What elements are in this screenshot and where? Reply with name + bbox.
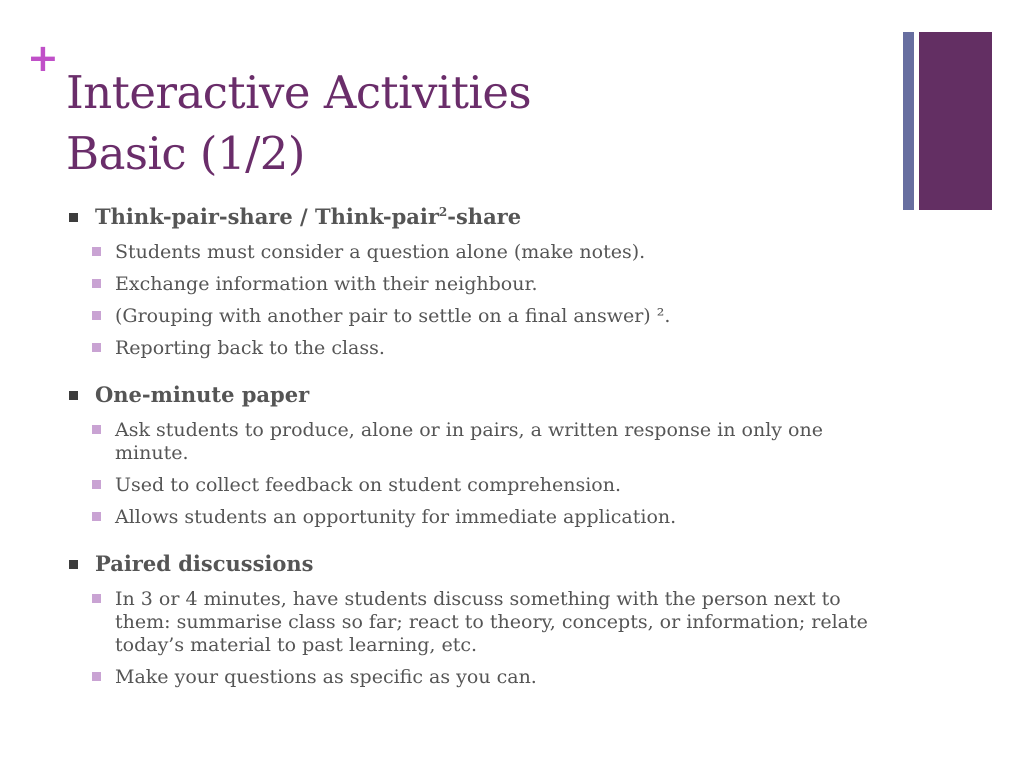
section-one-minute-paper (66, 380, 886, 529)
list-item (92, 273, 886, 296)
list-item-text: In 3 or 4 minutes, have students discuss something with the person next to them: summarise class so far; react to theory, concepts, or information; relate today’s material to past learning, etc. (115, 588, 868, 656)
list-item (92, 588, 886, 657)
list-item (92, 506, 886, 529)
slide-title (66, 62, 531, 184)
list-item-text: (Grouping with another pair to settle on a final answer) ². (115, 305, 671, 327)
list-item (92, 337, 886, 360)
square-bullet-icon (69, 560, 78, 569)
list-item-text: Make your questions as specific as you can. (115, 666, 537, 688)
section-heading-text: Paired discussions (95, 551, 314, 576)
plus-icon: + (27, 36, 59, 80)
list-item-text: Students must consider a question alone (make notes). (115, 241, 646, 263)
square-bullet-icon (69, 213, 78, 222)
list-item-text: Reporting back to the class. (115, 337, 385, 359)
section-heading (66, 202, 886, 232)
heading-text-part: Think-pair-share / Think-pair (95, 204, 439, 229)
square-bullet-icon (92, 425, 101, 434)
list-item-text: Exchange information with their neighbour. (115, 273, 538, 295)
slide-title-line-2: Basic (1/2) (66, 127, 305, 180)
list-item (92, 241, 886, 264)
list-item (92, 305, 886, 328)
square-bullet-icon (92, 247, 101, 256)
square-bullet-icon (92, 311, 101, 320)
section-think-pair-share (66, 202, 886, 360)
list-item-text: Used to collect feedback on student comprehension. (115, 474, 621, 496)
section-heading (66, 549, 886, 579)
list-item (92, 419, 886, 465)
decorative-bar-thick (919, 32, 992, 210)
section-paired-discussions (66, 549, 886, 689)
section-heading-text: One-minute paper (95, 382, 310, 407)
heading-superscript: 2 (438, 205, 448, 219)
list-item (92, 666, 886, 689)
slide-title-line-1: Interactive Activities (66, 66, 532, 119)
section-heading-text (95, 202, 521, 232)
slide-content (66, 202, 886, 709)
section-heading (66, 380, 886, 410)
square-bullet-icon (92, 594, 101, 603)
heading-text-part: -share (447, 204, 522, 229)
square-bullet-icon (92, 279, 101, 288)
square-bullet-icon (92, 512, 101, 521)
list-item-text: Ask students to produce, alone or in pairs, a written response in only one minute. (115, 419, 823, 464)
square-bullet-icon (69, 391, 78, 400)
square-bullet-icon (92, 672, 101, 681)
square-bullet-icon (92, 343, 101, 352)
list-item (92, 474, 886, 497)
list-item-text: Allows students an opportunity for immediate application. (115, 506, 677, 528)
square-bullet-icon (92, 480, 101, 489)
decorative-bar-thin (903, 32, 914, 210)
